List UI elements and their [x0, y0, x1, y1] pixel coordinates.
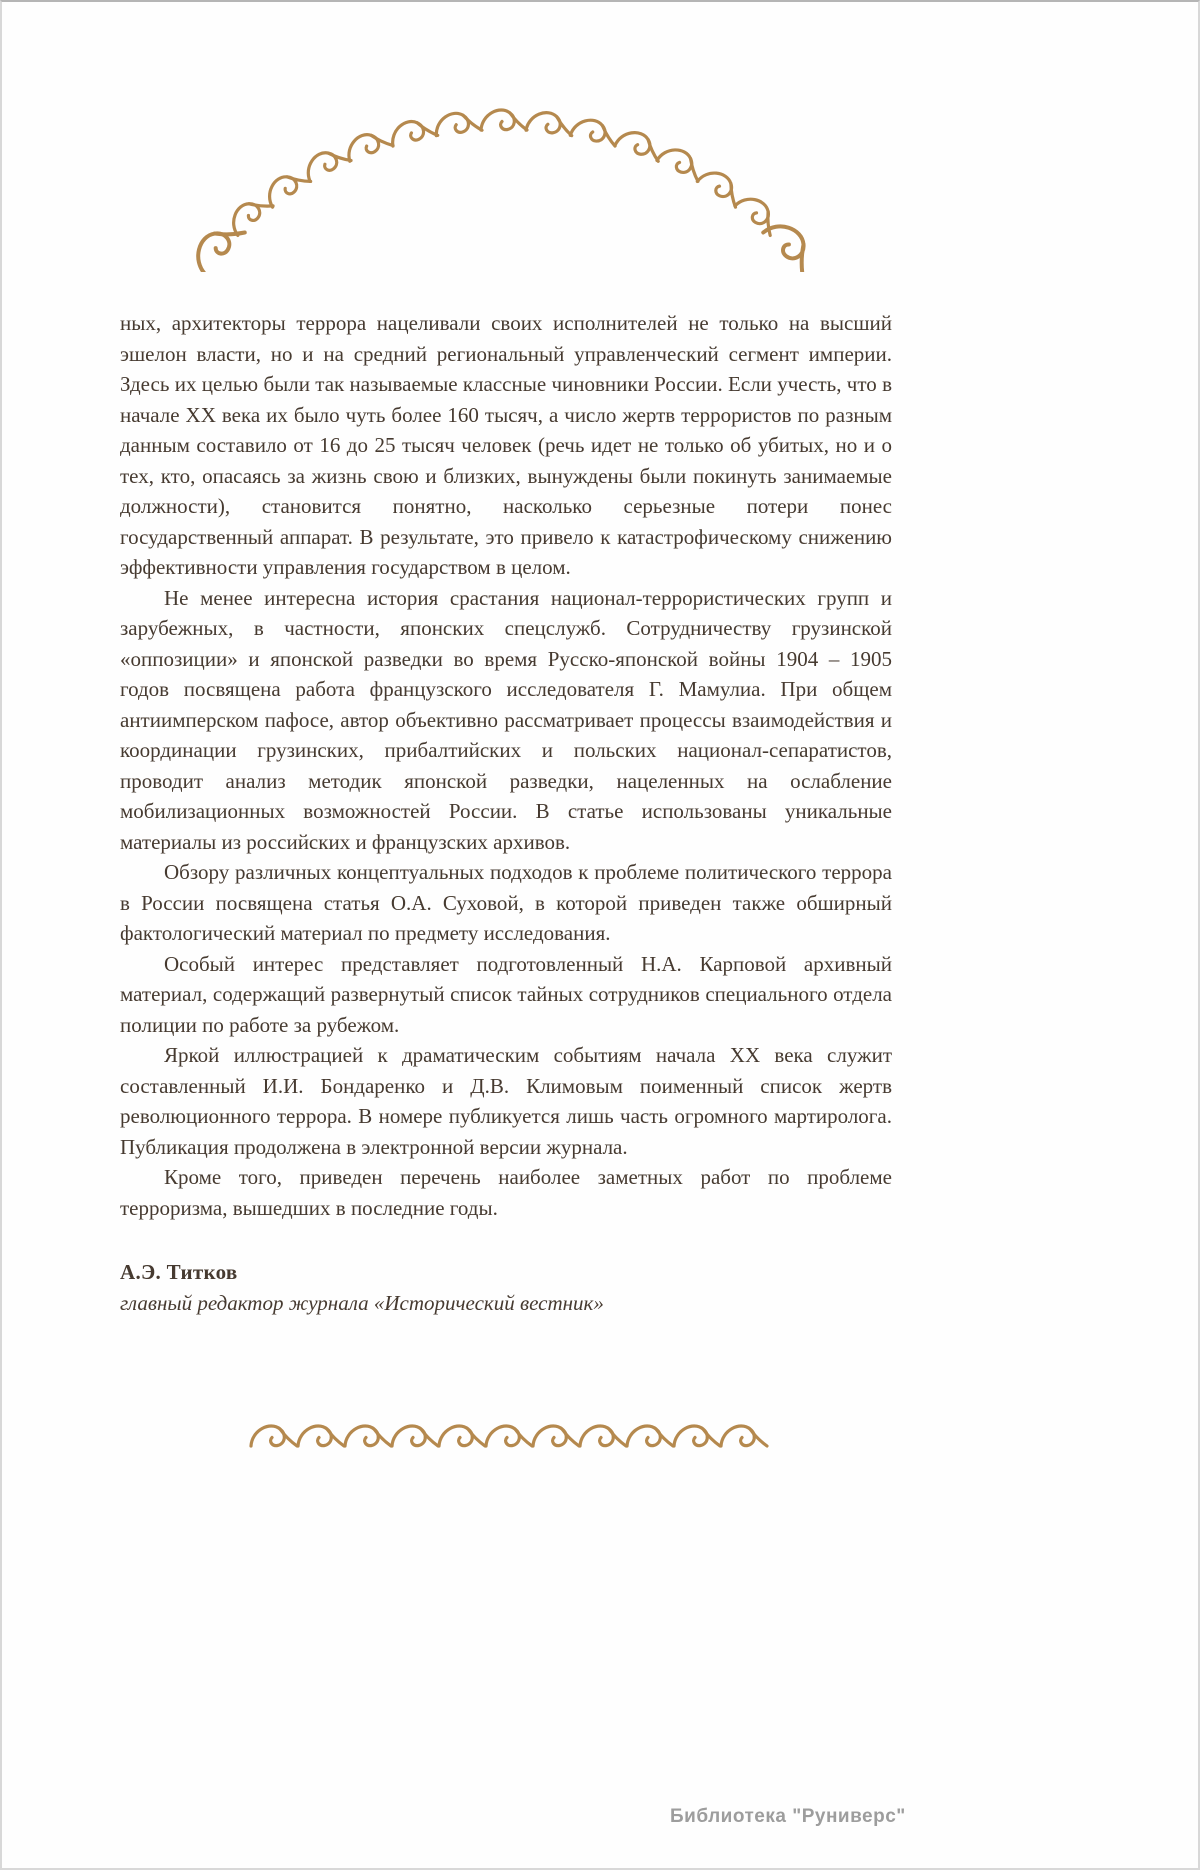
paragraph: Обзору различных концептуальных подходов к проблеме политического террора в России посвящена статья О.А. Суховой, в которой приведен также обширный фактологический материал по предмету исследования. — [120, 860, 892, 945]
band-ornament — [2, 1406, 1200, 1466]
paragraph: Кроме того, приведен перечень наиболее заметных работ по проблеме терроризма, вышедших в последние годы. — [120, 1165, 892, 1220]
signature-block — [120, 1257, 892, 1318]
watermark: Библиотека "Руниверс" — [670, 1806, 906, 1827]
band-ornament-strokes — [251, 1426, 767, 1446]
arc-ornament-strokes — [187, 110, 820, 272]
paragraph: Не менее интересна история срастания национал-террористических групп и зарубежных, в частности, японских спецслужб. Сотрудничеству грузинской «оппозиции» и японской разведки во время Русско-японской войны 1904 – 1905 годов посвящена работа французского исследователя Г. Мамулиа. При общем антиимперском пафосе, автор объективно рассматривает процессы взаимодействия и координации грузинских, прибалтийских и польских национал-сепаратистов, проводит анализ методик японской разведки, нацеленных на ослабление мобилизационных возможностей России. В статье использованы уникальные материалы из российских и французских архивов. — [120, 585, 892, 854]
signature-name: А.Э. Титков — [120, 1260, 238, 1284]
paragraph: ных, архитекторы террора нацеливали своих исполнителей не только на высший эшелон власти, но и на средний региональный управленческий сегмент империи. Здесь их целью были так называемые классные чиновники России. Если учесть, что в начале XX века их было чуть более 160 тысяч, а число жертв террористов по разным данным составило от 16 до 25 тысяч человек (речь идет не только об убитых, но и о тех, кто, опасаясь за жизнь свою и близких, вынуждены были покинуть занимаемые должности), становится понятно, насколько серьезные потери понес государственный аппарат. В результате, это привело к катастрофическому снижению эффективности управления государством в целом. — [120, 311, 892, 579]
paragraph: Особый интерес представляет подготовленный Н.А. Карповой архивный материал, содержащий развернутый список тайных сотрудников специального отдела полиции по работе за рубежом. — [120, 951, 892, 1037]
paragraph: Яркой иллюстрацией к драматическим событиям начала XX века служит составленный И.И. Бондаренко и Д.В. Климовым поименный список жертв революционного террора. В номере публикуется лишь часть огромного мартиролога. Публикация продолжена в электронной версии журнала. — [120, 1043, 892, 1159]
arc-ornament — [2, 2, 1200, 272]
page-text — [120, 308, 892, 1318]
signature-role: главный редактор журнала «Исторический вестник» — [120, 1290, 604, 1315]
